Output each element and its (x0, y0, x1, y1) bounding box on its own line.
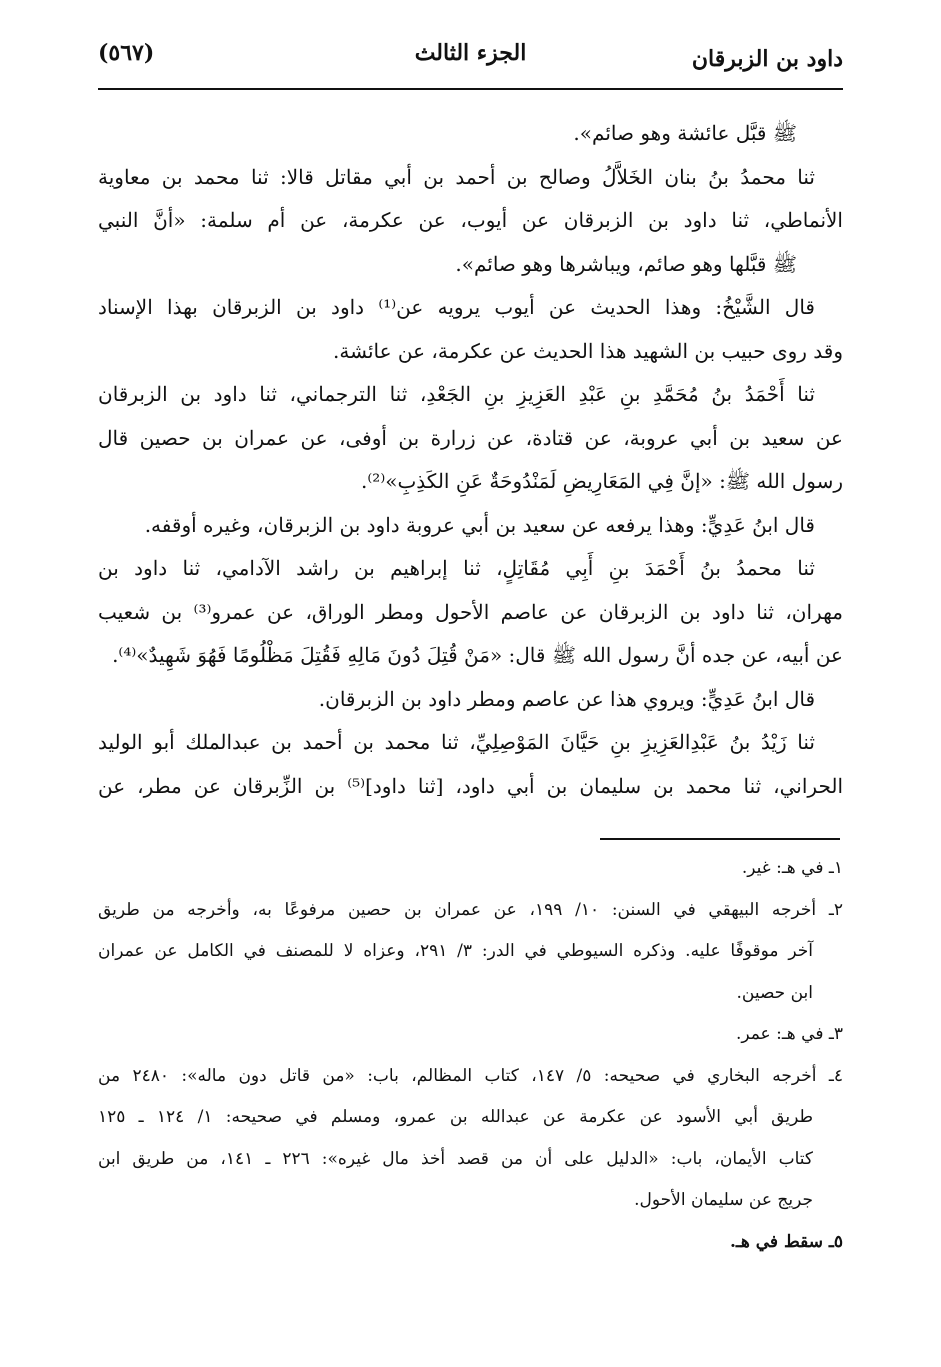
text-line: ثنا زَيْدُ بنُ عَبْدِالعَزِيزِ بنِ حَيَّانَ المَوْصِلِيِّ، ثنا محمد بن أحمد بن عبدالملك أبو الوليد (98, 730, 815, 754)
text-line: قال الشَّيْخُ: وهذا الحديث عن أيوب يرويه عن⁽¹⁾ داود بن الزبرقان بهذا الإسناد (98, 295, 815, 319)
text-line: الأنماطي، ثنا داود بن الزبرقان عن أيوب، عن عكرمة، عن أم سلمة: «أنَّ النبي (98, 208, 843, 232)
page-header (98, 36, 843, 80)
footnote: ٢ـ أخرجه البيهقي في السنن: ١٠/ ١٩٩، عن عمران بن حصين مرفوعًا به، وأخرجه من طريق (98, 899, 843, 920)
page-number: (٥٦٧) (98, 40, 155, 66)
header-divider (98, 88, 843, 90)
text-line: قال ابنُ عَدِيٍّ: ويروي هذا عن عاصم ومطر داود بن الزبرقان. (318, 686, 815, 711)
footnote: ٥ـ سقط في هـ. (729, 1231, 843, 1252)
footnotes (98, 848, 843, 1263)
footnote-continuation: طريق أبي الأسود عن عكرمة عن عبدالله بن عمرو، ومسلم في صحيحه: ١/ ١٢٤ ـ ١٢٥ (98, 1107, 813, 1127)
footnote-continuation: كتاب الأيمان، باب: «الدليل على أن من قصد أخذ مال غيره»: ٢٢٦ ـ ١٤١، من طريق ابن (98, 1148, 813, 1169)
main-text (98, 112, 843, 808)
footnote: ٣ـ في هـ: عمر. (735, 1024, 843, 1044)
text-line: ثنا أَحْمَدُ بنُ مُحَمَّدِ بنِ عَبْدِ العَزِيزِ بنِ الجَعْدِ، ثنا الترجماني، ثنا داود بن الزبرقان (98, 382, 815, 406)
text-line: ﷺ قبَّل عائشة وهو صائم». (573, 121, 797, 145)
footnote: ٤ـ أخرجه البخاري في صحيحه: ٥/ ١٤٧، كتاب المظالم، باب: «من قاتل دون ماله»: ٢٤٨٠ من (98, 1065, 843, 1086)
footnote: ١ـ في هـ: غير. (741, 858, 843, 878)
footnote-continuation: جريج عن سليمان الأحول. (634, 1190, 813, 1210)
part-label: الجزء الثالث (414, 40, 527, 66)
text-line: رسول الله ﷺ: «إنَّ فِي المَعَارِيضِ لَمَنْدُوحَةٌ عَنِ الكَذِبِ»⁽²⁾. (361, 469, 843, 493)
text-line: ثنا محمدُ بنُ بنان الخَلاَّلُ وصالح بن أحمد بن أبي مقاتل قالا: ثنا محمد بن معاوية (98, 164, 815, 189)
text-line: قال ابنُ عَدِيٍّ: وهذا يرفعه عن سعيد بن أبي عروبة داود بن الزبرقان، وغيره أوقفه. (144, 512, 815, 537)
text-line: مهران، ثنا داود بن الزبرقان عن عاصم الأحول ومطر الوراق، عن عمرو⁽³⁾ بن شعيب (98, 599, 843, 624)
footnote-divider (600, 838, 840, 840)
text-line: الحراني، ثنا محمد بن سليمان بن أبي داود، [ثنا داود]⁽⁵⁾ بن الزِّبرقان عن مطر، عن (98, 773, 843, 798)
text-line: عن أبيه، عن جده أنَّ رسول الله ﷺ قال: «مَنْ قُتِلَ دُونَ مَالِهِ فَقُتِلَ مَظْلُومًا فَهُوَ شَهِيدٌ»⁽⁴⁾. (112, 643, 843, 667)
text-line: ﷺ قبَّلها وهو صائم، ويباشرها وهو صائم». (455, 251, 797, 276)
text-line: عن سعيد بن أبي عروبة، عن قتادة، عن زرارة بن أوفى، عن عمران بن حصين قال (98, 425, 843, 450)
footnote-continuation: آخر موقوفًا عليه. وذكره السيوطي في الدر: ٣/ ٢٩١، وعزاه لا للمصنف في الكامل عن عمران (98, 941, 813, 961)
footnote-continuation: ابن حصين. (736, 982, 813, 1003)
text-line: ثنا محمدُ بنُ أَحْمَدَ بنِ أَبِي مُقَاتِلٍ، ثنا إبراهيم بن راشد الآدامي، ثنا داود بن (98, 556, 816, 580)
running-title: داود بن الزبرقان (691, 46, 843, 72)
text-line: وقد روى حبيب بن الشهيد هذا الحديث عن عكرمة، عن عائشة. (333, 338, 843, 363)
